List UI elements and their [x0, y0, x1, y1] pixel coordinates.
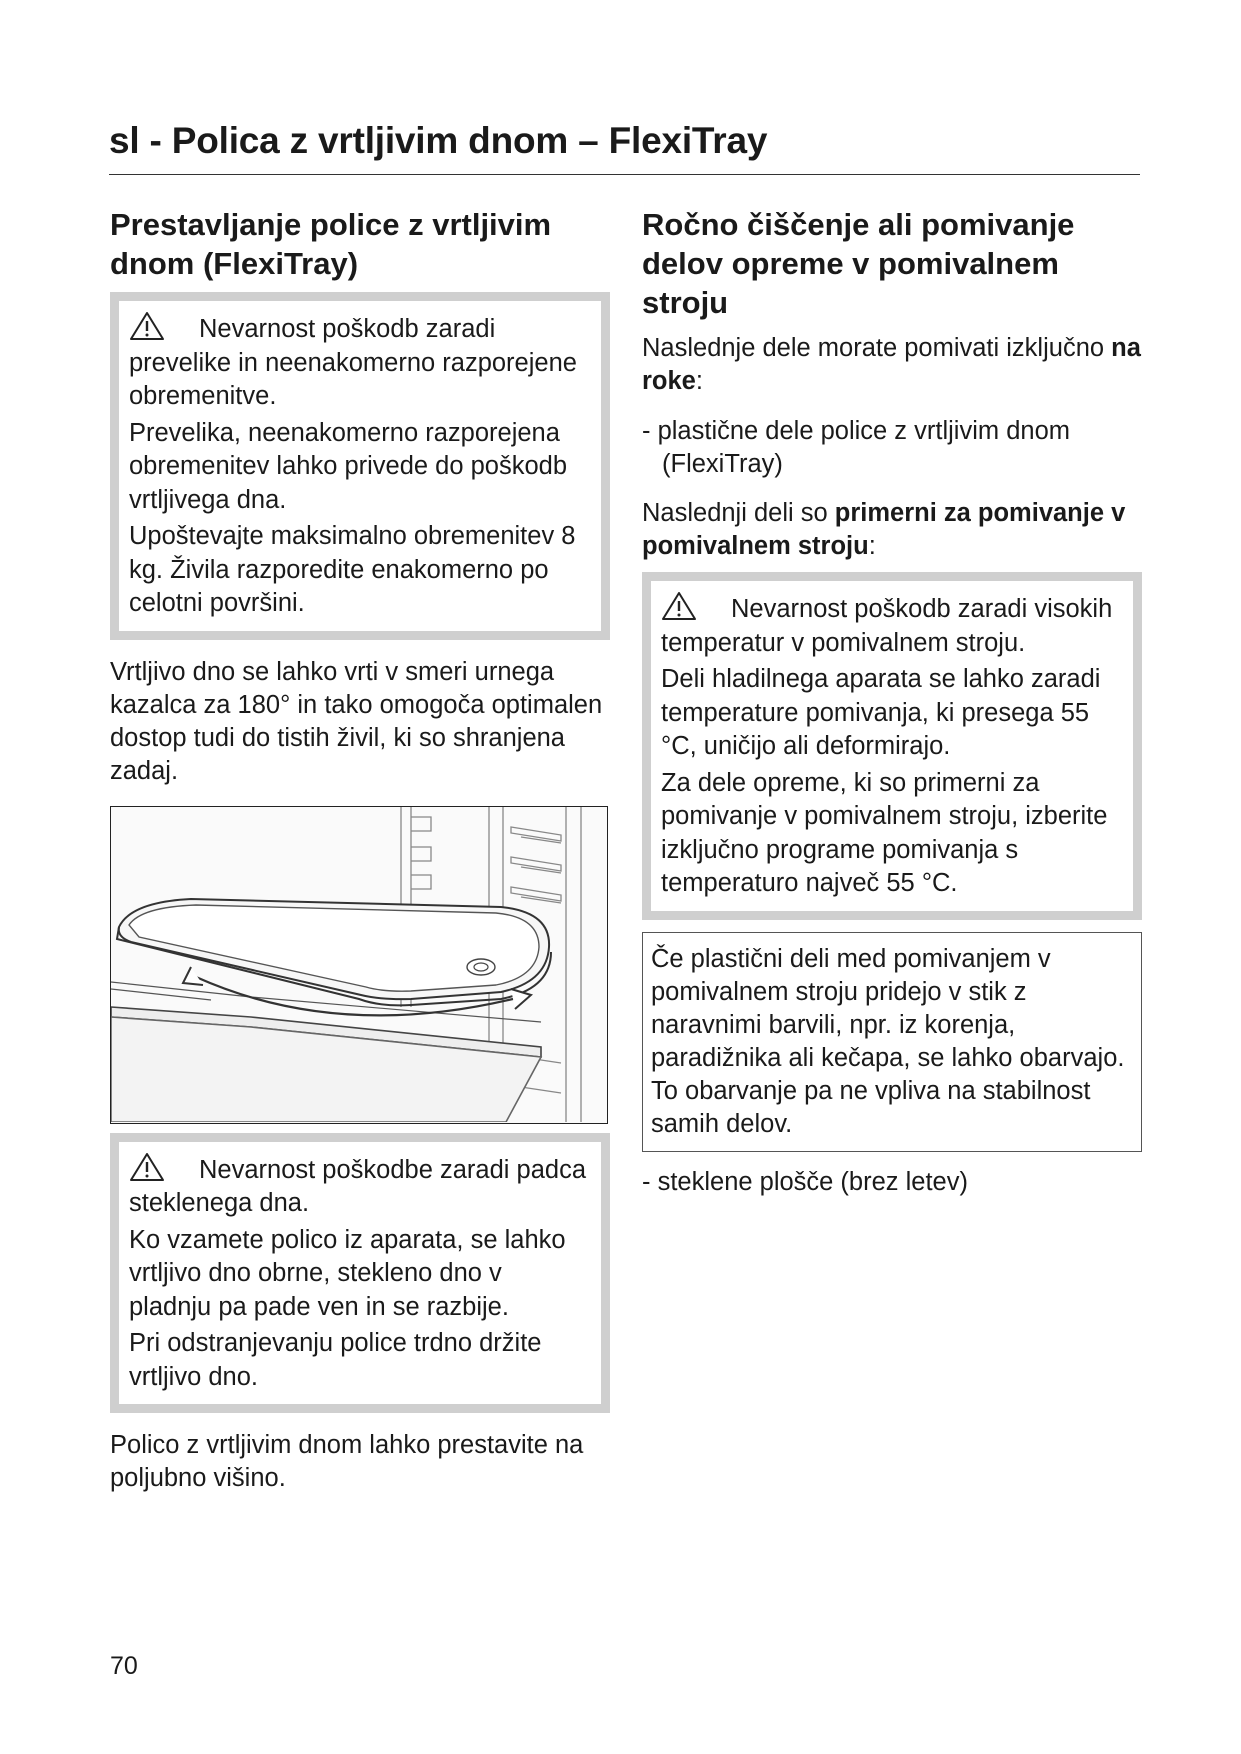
warning-text: Pri odstranjevanju police trdno držite vrtljivo dno.	[129, 1329, 542, 1391]
page-title: sl - Polica z vrtljivim dnom – FlexiTray	[109, 120, 768, 161]
warning-title-text: Nevarnost poškodb zaradi visokih temperatur v pomivalnem stroju.	[661, 595, 1113, 657]
intro-end: :	[695, 367, 703, 395]
title-divider	[109, 174, 1140, 175]
flexitray-drawing	[111, 807, 606, 1122]
warning-box-load	[110, 292, 610, 640]
list-item: - steklene plošče (brez letev)	[642, 1167, 968, 1196]
list-item: - plastične dele police z vrtljivim dnom (FlexiTray)	[642, 417, 1070, 478]
warning-text: Za dele opreme, ki so primerni za pomivanje v pomivalnem stroju, izberite izključno programe pomivanja s temperaturo največ 55 °C.	[661, 768, 1108, 897]
flexitray-illustration	[110, 806, 608, 1124]
warning-title	[129, 1152, 587, 1221]
height-adjust-text: Polico z vrtljivim dnom lahko prestavite na poljubno višino.	[110, 1431, 584, 1492]
intro2-text: Naslednji deli so	[642, 499, 835, 527]
warning-box-glass	[110, 1133, 610, 1414]
warning-text: Deli hladilnega aparata se lahko zaradi temperature pomivanja, ki presega 55 °C, uničijo ali deformirajo.	[661, 665, 1101, 760]
warning-triangle-icon	[661, 591, 697, 621]
warning-triangle-icon	[129, 1152, 165, 1182]
warning-text: Prevelika, neenakomerno razporejena obremenitev lahko privede do poškodb vrtljivega dna.	[129, 418, 568, 514]
hand-wash-intro	[642, 332, 1142, 398]
warning-box-temperature	[642, 572, 1142, 920]
warning-title-text: Nevarnost poškodbe zaradi padca steklenega dna.	[129, 1155, 586, 1217]
warning-title	[129, 311, 587, 414]
page-number: 70	[110, 1652, 138, 1680]
right-column	[642, 205, 1142, 1199]
dishwasher-intro	[642, 497, 1142, 563]
note-box-discoloration	[642, 932, 1142, 1152]
warning-title-text: Nevarnost poškodb zaradi prevelike in neenakomerno razporejene obremenitve.	[129, 315, 577, 410]
note-text: Če plastični deli med pomivanjem v pomivalnem stroju pridejo v stik z naravnimi barvili, npr. iz korenja, paradižnika ali kečapa, se lahko obarvajo. To obarvanje pa ne vpliva na stabilnost samih delov.	[651, 944, 1125, 1138]
intro-text: Naslednje dele morate pomivati izključno	[642, 334, 1112, 362]
warning-text: Upoštevajte maksimalno obremenitev 8 kg. Živila razporedite enakomerno po celotni površini.	[129, 522, 576, 617]
warning-text: Ko vzamete polico iz aparata, se lahko vrtljivo dno obrne, stekleno dno v pladnju pa pade ven in se razbije.	[129, 1225, 566, 1321]
left-column	[110, 205, 610, 1495]
warning-triangle-icon	[129, 311, 165, 341]
intro-bold: na roke	[642, 334, 1141, 395]
rotation-description: Vrtljivo dno se lahko vrti v smeri urnega kazalca za 180° in tako omogoča optimalen dostop tudi do tistih živil, ki so shranjena zadaj.	[110, 657, 603, 785]
intro2-bold: primerni za pomivanje v pomivalnem stroju	[642, 499, 1126, 560]
right-heading: Ročno čiščenje ali pomivanje delov opreme v pomivalnem stroju	[642, 207, 1075, 320]
intro2-end: :	[868, 532, 876, 560]
left-heading: Prestavljanje police z vrtljivim dnom (FlexiTray)	[110, 207, 552, 281]
warning-title	[661, 591, 1119, 660]
